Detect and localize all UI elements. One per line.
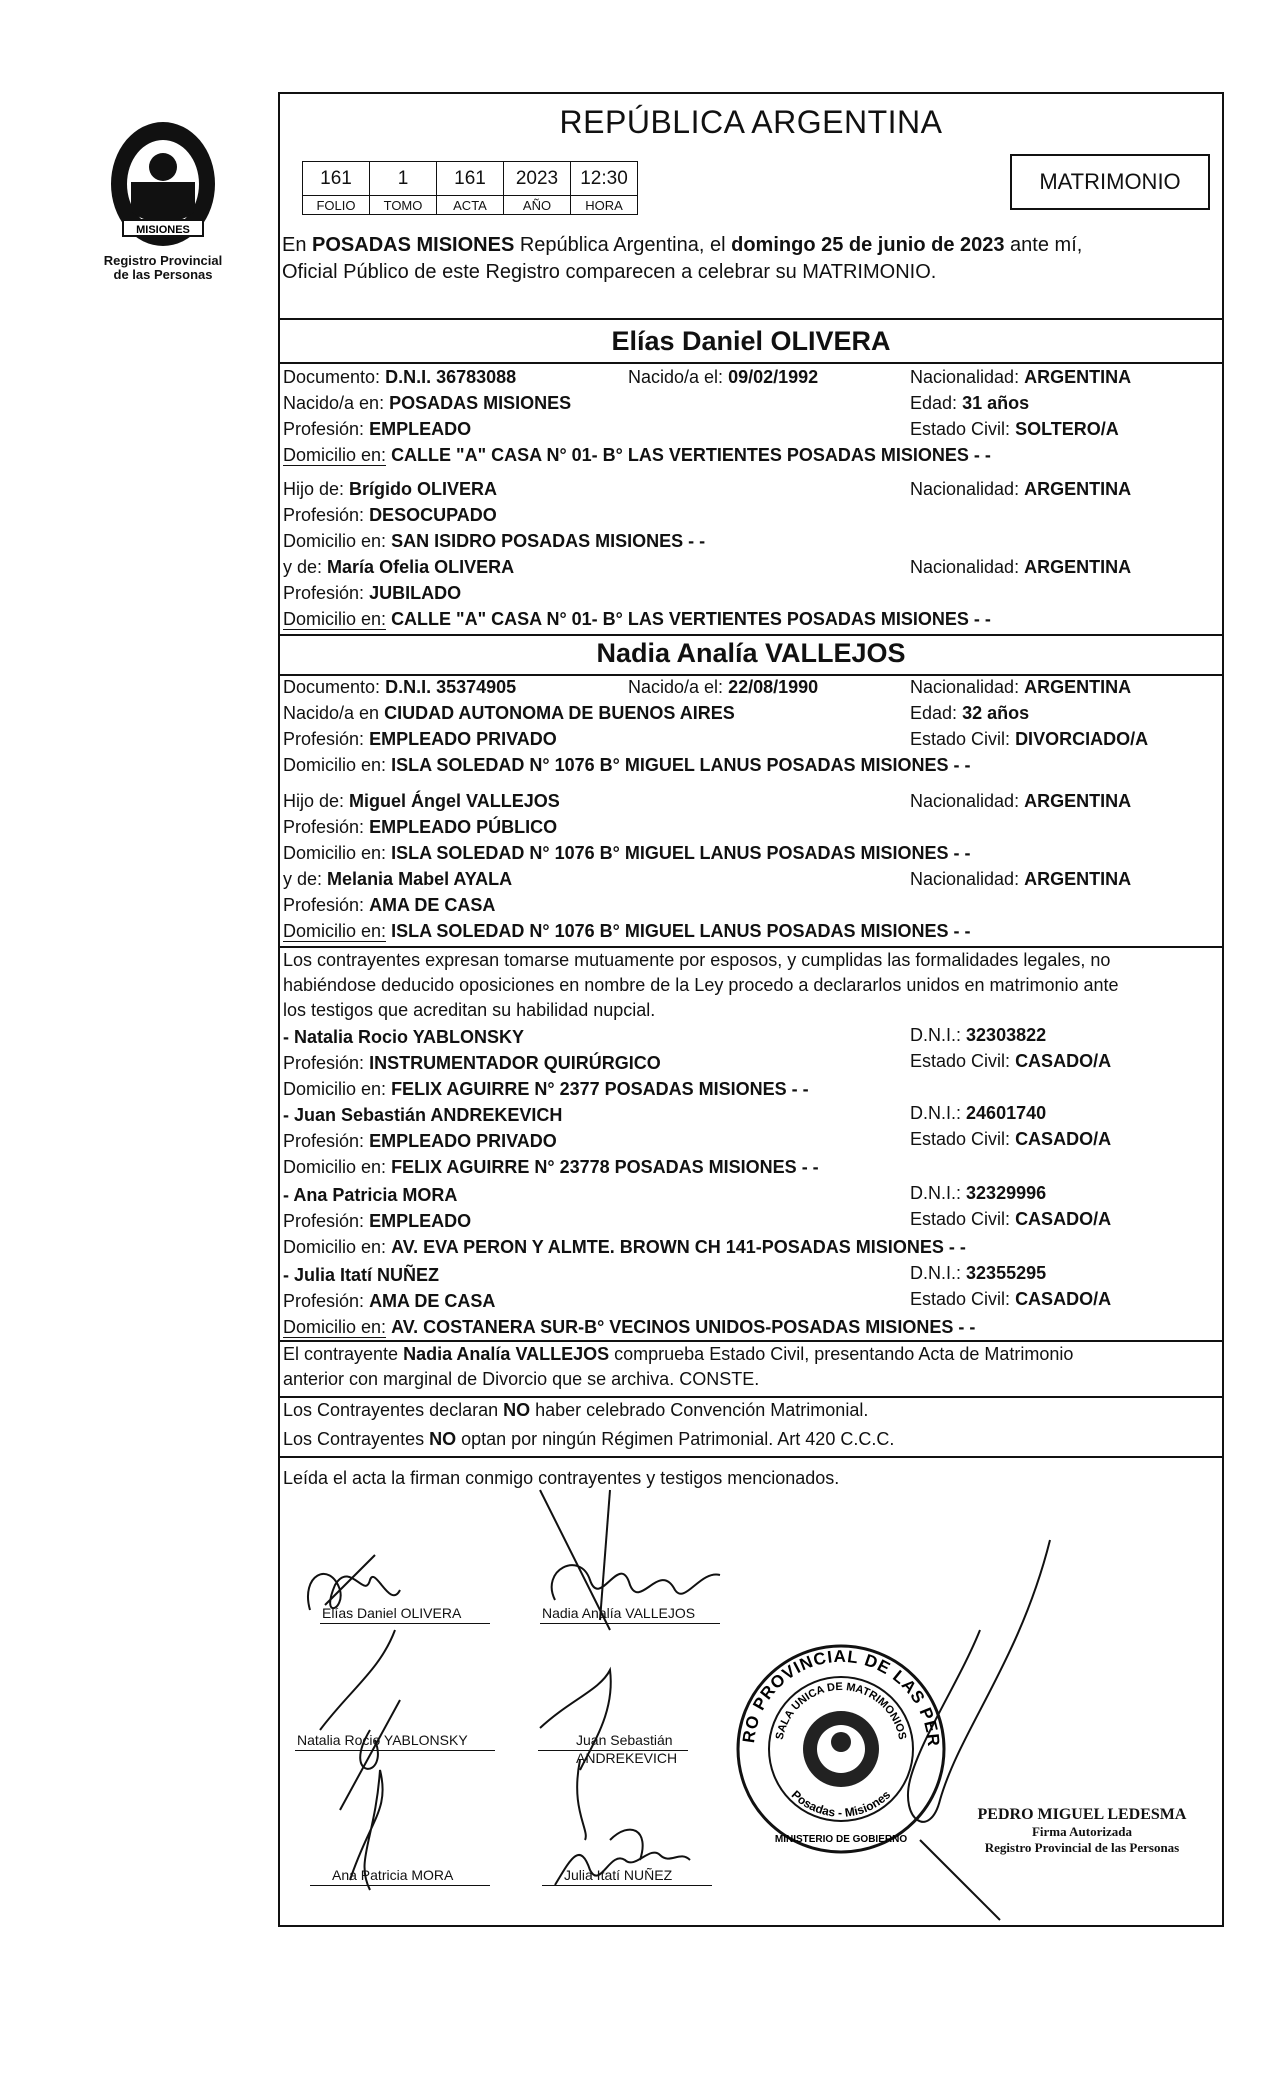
- official-org: Registro Provincial de las Personas: [984, 1840, 1180, 1855]
- groom-father-addr: Domicilio en: SAN ISIDRO POSADAS MISIONES - -: [283, 531, 706, 551]
- sig-line: [542, 1885, 712, 1886]
- groom-birthplace: Nacido/a en: POSADAS MISIONES: [283, 393, 572, 413]
- bride-prof: Profesión: EMPLEADO PRIVADO: [283, 729, 557, 749]
- groom-nat: Nacionalidad: ARGENTINA: [910, 367, 1132, 387]
- tomo-label: TOMO: [370, 196, 437, 215]
- official-role: Firma Autorizada: [1031, 1824, 1132, 1839]
- witness-1-name: - Natalia Rocio YABLONSKY: [283, 1027, 525, 1047]
- divider: [278, 1456, 1224, 1458]
- witness-1-prof: Profesión: INSTRUMENTADOR QUIRÚRGICO: [283, 1053, 661, 1073]
- groom-father: Hijo de: Brígido OLIVERA: [283, 479, 498, 499]
- groom-prof: Profesión: EMPLEADO: [283, 419, 472, 439]
- witness-2-addr: Domicilio en: FELIX AGUIRRE N° 23778 POSADAS MISIONES - -: [283, 1157, 819, 1177]
- groom-mother-nat: Nacionalidad: ARGENTINA: [910, 557, 1132, 577]
- witness-1-dni: D.N.I.: 32303822: [910, 1025, 1047, 1045]
- sig-witness-2-name-1: Juan Sebastián: [576, 1732, 673, 1748]
- witness-4-prof: Profesión: AMA DE CASA: [283, 1291, 496, 1311]
- divider: [278, 634, 1224, 636]
- stamp-seal-icon: [734, 1642, 948, 1856]
- tomo-value: 1: [370, 162, 437, 196]
- official-stamp: [734, 1642, 948, 1856]
- witness-3-dni: D.N.I.: 32329996: [910, 1183, 1047, 1203]
- year-value: 2023: [504, 162, 571, 196]
- witness-4-civil: Estado Civil: CASADO/A: [910, 1289, 1112, 1309]
- divider: [278, 318, 1224, 320]
- bride-doc: Documento: D.N.I. 35374905: [283, 677, 517, 697]
- groom-father-nat: Nacionalidad: ARGENTINA: [910, 479, 1132, 499]
- bride-civil: Estado Civil: DIVORCIADO/A: [910, 729, 1149, 749]
- bride-father-nat: Nacionalidad: ARGENTINA: [910, 791, 1132, 811]
- regime-text: Los Contrayentes declaran NO haber celebrado Convención Matrimonial. Los Contrayentes NO optan por ningún Régimen Patrimonial. Art 420 C.C.C.: [283, 1400, 895, 1449]
- witness-3-civil: Estado Civil: CASADO/A: [910, 1209, 1112, 1229]
- act-type-box: MATRIMONIO: [1010, 154, 1210, 210]
- hour-value: 12:30: [571, 162, 638, 196]
- witness-1-addr: Domicilio en: FELIX AGUIRRE N° 2377 POSADAS MISIONES - -: [283, 1079, 809, 1099]
- groom-mother-addr: Domicilio en: CALLE "A" CASA N° 01- B° LAS VERTIENTES POSADAS MISIONES - -: [283, 609, 991, 629]
- svg-text:Posadas - Misiones: Posadas - Misiones: [788, 1787, 894, 1820]
- bride-mother-addr: Domicilio en: ISLA SOLEDAD N° 1076 B° MIGUEL LANUS POSADAS MISIONES - -: [283, 921, 971, 941]
- groom-father-prof: Profesión: DESOCUPADO: [283, 505, 497, 525]
- bride-born: Nacido/a el: 22/08/1990: [628, 677, 819, 697]
- folio-value: 161: [303, 162, 370, 196]
- groom-name: Elías Daniel OLIVERA: [611, 326, 891, 356]
- bride-mother: y de: Melania Mabel AYALA: [283, 869, 513, 889]
- witness-3-addr: Domicilio en: AV. EVA PERON Y ALMTE. BROWN CH 141-POSADAS MISIONES - -: [283, 1237, 966, 1257]
- witness-3-name: - Ana Patricia MORA: [283, 1185, 458, 1205]
- registry-table: [302, 161, 638, 215]
- sig-line: [310, 1885, 490, 1886]
- sig-bride-name: Nadia Analía VALLEJOS: [542, 1605, 696, 1621]
- witness-2-civil: Estado Civil: CASADO/A: [910, 1129, 1112, 1149]
- bride-father: Hijo de: Miguel Ángel VALLEJOS: [283, 791, 560, 811]
- bride-addr: Domicilio en: ISLA SOLEDAD N° 1076 B° MIGUEL LANUS POSADAS MISIONES - -: [283, 755, 971, 775]
- sig-groom-name: Elías Daniel OLIVERA: [322, 1605, 462, 1621]
- svg-text:MISIONES: MISIONES: [136, 224, 190, 236]
- signature-area: [280, 1480, 1222, 1925]
- country-title: REPÚBLICA ARGENTINA: [559, 104, 943, 140]
- groom-born: Nacido/a el: 09/02/1992: [628, 367, 819, 387]
- intro-text: En POSADAS MISIONES República Argentina, el domingo 25 de junio de 2023 ante mí, Oficial Público de este Registro comparecen a celebrar su MATRIMONIO.: [282, 234, 1083, 283]
- hour-label: HORA: [571, 196, 638, 215]
- bride-mother-prof: Profesión: AMA DE CASA: [283, 895, 496, 915]
- divorce-note: El contrayente Nadia Analía VALLEJOS comprueba Estado Civil, presentando Acta de Matrimonio anterior con marginal de Divorcio que se archiva. CONSTE.: [283, 1344, 1074, 1389]
- witness-2-dni: D.N.I.: 24601740: [910, 1103, 1047, 1123]
- sig-witness-3-name: Ana Patricia MORA: [332, 1867, 454, 1883]
- closing-text: Leída el acta la firman conmigo contrayentes y testigos mencionados.: [283, 1468, 840, 1488]
- witness-4-dni: D.N.I.: 32355295: [910, 1263, 1047, 1283]
- svg-text:MINISTERIO DE GOBIERNO: MINISTERIO DE GOBIERNO: [774, 1834, 908, 1845]
- logo-caption: Registro Provincial de las Personas: [103, 253, 223, 282]
- sig-witness-4-name: Julia Itatí NUÑEZ: [564, 1867, 673, 1883]
- sig-witness-1-name: Natalia Rocio YABLONSKY: [297, 1732, 468, 1748]
- witness-2-prof: Profesión: EMPLEADO PRIVADO: [283, 1131, 557, 1151]
- sig-line: [320, 1623, 490, 1624]
- groom-civil: Estado Civil: SOLTERO/A: [910, 419, 1119, 439]
- groom-addr: Domicilio en: CALLE "A" CASA N° 01- B° LAS VERTIENTES POSADAS MISIONES - -: [283, 445, 991, 465]
- bride-age: Edad: 32 años: [910, 703, 1030, 723]
- coat-of-arms-icon: [103, 112, 223, 252]
- witness-4-addr: Domicilio en: AV. COSTANERA SUR-B° VECINOS UNIDOS-POSADAS MISIONES - -: [283, 1317, 976, 1337]
- registry-logo: [88, 112, 238, 302]
- groom-mother: y de: María Ofelia OLIVERA: [283, 557, 515, 577]
- sig-line: [295, 1750, 495, 1751]
- declaration-text: Los contrayentes expresan tomarse mutuamente por esposos, y cumplidas las formalidades legales, no habiéndose deducido oposiciones en nombre de la Ley procedo a declararlos unidos en matrimonio ante los testigos que acreditan su habilidad nupcial.: [283, 950, 1119, 1020]
- year-label: AÑO: [504, 196, 571, 215]
- witness-4-name: - Julia Itatí NUÑEZ: [283, 1265, 440, 1285]
- sig-witness-2-name-2: ANDREKEVICH: [576, 1750, 678, 1766]
- official-block: [952, 1806, 1212, 1856]
- acta-value: 161: [437, 162, 504, 196]
- official-name: PEDRO MIGUEL LEDESMA: [977, 1806, 1187, 1823]
- witness-3-prof: Profesión: EMPLEADO: [283, 1211, 472, 1231]
- groom-doc: Documento: D.N.I. 36783088: [283, 367, 517, 387]
- witness-2-name: - Juan Sebastián ANDREKEVICH: [283, 1105, 563, 1125]
- sig-line: [540, 1623, 720, 1624]
- witness-1-civil: Estado Civil: CASADO/A: [910, 1051, 1112, 1071]
- groom-age: Edad: 31 años: [910, 393, 1030, 413]
- bride-mother-nat: Nacionalidad: ARGENTINA: [910, 869, 1132, 889]
- bride-birthplace: Nacido/a en CIUDAD AUTONOMA DE BUENOS AIRES: [283, 703, 735, 723]
- groom-mother-prof: Profesión: JUBILADO: [283, 583, 462, 603]
- bride-name: Nadia Analía VALLEJOS: [596, 638, 906, 668]
- svg-text:REGISTRO PROVINCIAL DE LAS PER: RO PROVINCIAL DE LAS PER: [739, 1646, 944, 1748]
- acta-label: ACTA: [437, 196, 504, 215]
- bride-nat: Nacionalidad: ARGENTINA: [910, 677, 1132, 697]
- svg-text:SALA UNICA DE MATRIMONIOS: SALA UNICA DE MATRIMONIOS: [773, 1680, 909, 1741]
- divider: [278, 362, 1224, 364]
- bride-father-addr: Domicilio en: ISLA SOLEDAD N° 1076 B° MIGUEL LANUS POSADAS MISIONES - -: [283, 843, 971, 863]
- bride-father-prof: Profesión: EMPLEADO PÚBLICO: [283, 817, 558, 837]
- folio-label: FOLIO: [303, 196, 370, 215]
